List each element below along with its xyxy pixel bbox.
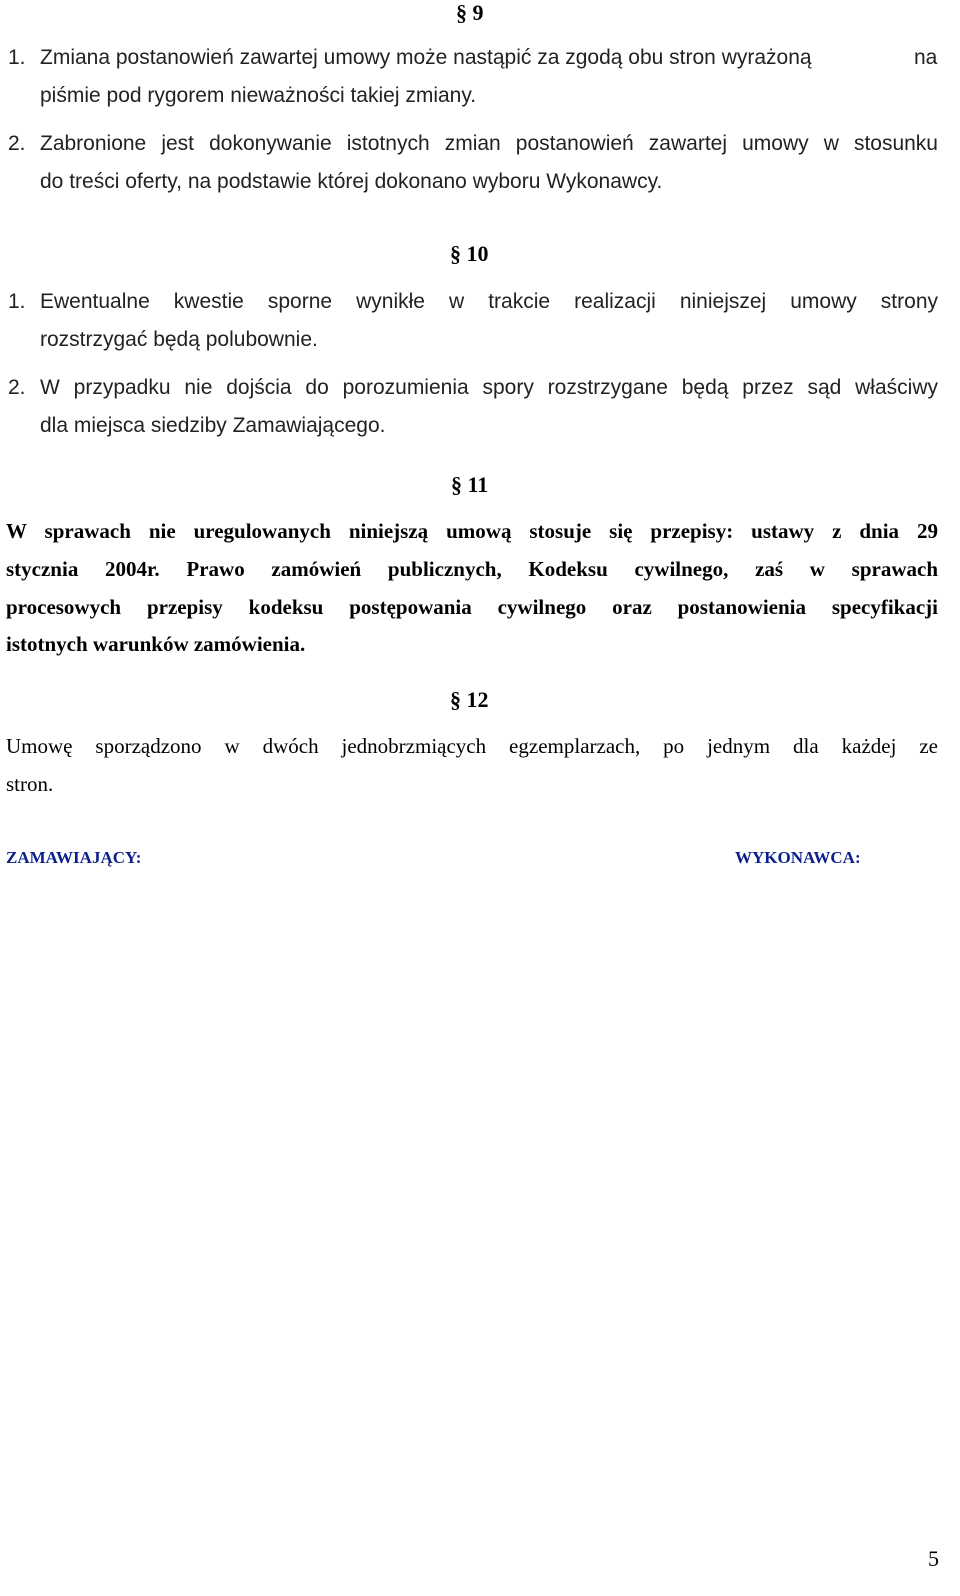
s9-item1-line1-end: na <box>914 46 938 69</box>
s11-line2: stycznia 2004r. Prawo zamówień publicznych, Kodeksu cywilnego, zaś w sprawach <box>6 557 938 581</box>
s11-line3: procesowych przepisy kodeksu postępowania cywilnego oraz postanowienia specyfikacji <box>6 595 938 619</box>
signature-contractor: WYKONAWCA: <box>735 848 861 867</box>
s9-item2-line1: Zabronione jest dokonywanie istotnych zmian postanowień zawartej umowy w stosunku <box>40 132 938 155</box>
s10-item2-number: 2. <box>8 376 26 399</box>
s11-line4: istotnych warunków zamówienia. <box>6 632 306 656</box>
s10-item1-line1: Ewentualne kwestie sporne wynikłe w trakcie realizacji niniejszej umowy strony <box>40 290 938 313</box>
section-12-title: § 12 <box>450 687 489 712</box>
section-10-title: § 10 <box>450 241 489 266</box>
s12-line2: stron. <box>6 772 54 796</box>
s9-item1-line2: piśmie pod rygorem nieważności takiej zmiany. <box>40 84 477 107</box>
s11-line1: W sprawach nie uregulowanych niniejszą umową stosuje się przepisy: ustawy z dnia 29 <box>6 519 938 543</box>
s9-item1-line1: Zmiana postanowień zawartej umowy może nastąpić za zgodą obu stron wyrażoną <box>40 46 812 69</box>
s9-item1-number: 1. <box>8 46 26 69</box>
s9-item2-number: 2. <box>8 132 26 155</box>
s10-item1-number: 1. <box>8 290 26 313</box>
s12-line1: Umowę sporządzono w dwóch jednobrzmiących egzemplarzach, po jednym dla każdej ze <box>6 734 938 758</box>
section-11-title: § 11 <box>451 472 489 497</box>
page-number: 5 <box>928 1546 939 1571</box>
signature-ordering-party: ZAMAWIAJĄCY: <box>6 848 142 867</box>
s10-item2-line1: W przypadku nie dojścia do porozumienia spory rozstrzygane będą przez sąd właściwy <box>40 376 938 399</box>
section-9-title: § 9 <box>456 0 484 25</box>
s10-item1-line2: rozstrzygać będą polubownie. <box>40 328 318 351</box>
s9-item2-line2: do treści oferty, na podstawie której dokonano wyboru Wykonawcy. <box>40 170 663 193</box>
s10-item2-line2: dla miejsca siedziby Zamawiającego. <box>40 414 386 437</box>
